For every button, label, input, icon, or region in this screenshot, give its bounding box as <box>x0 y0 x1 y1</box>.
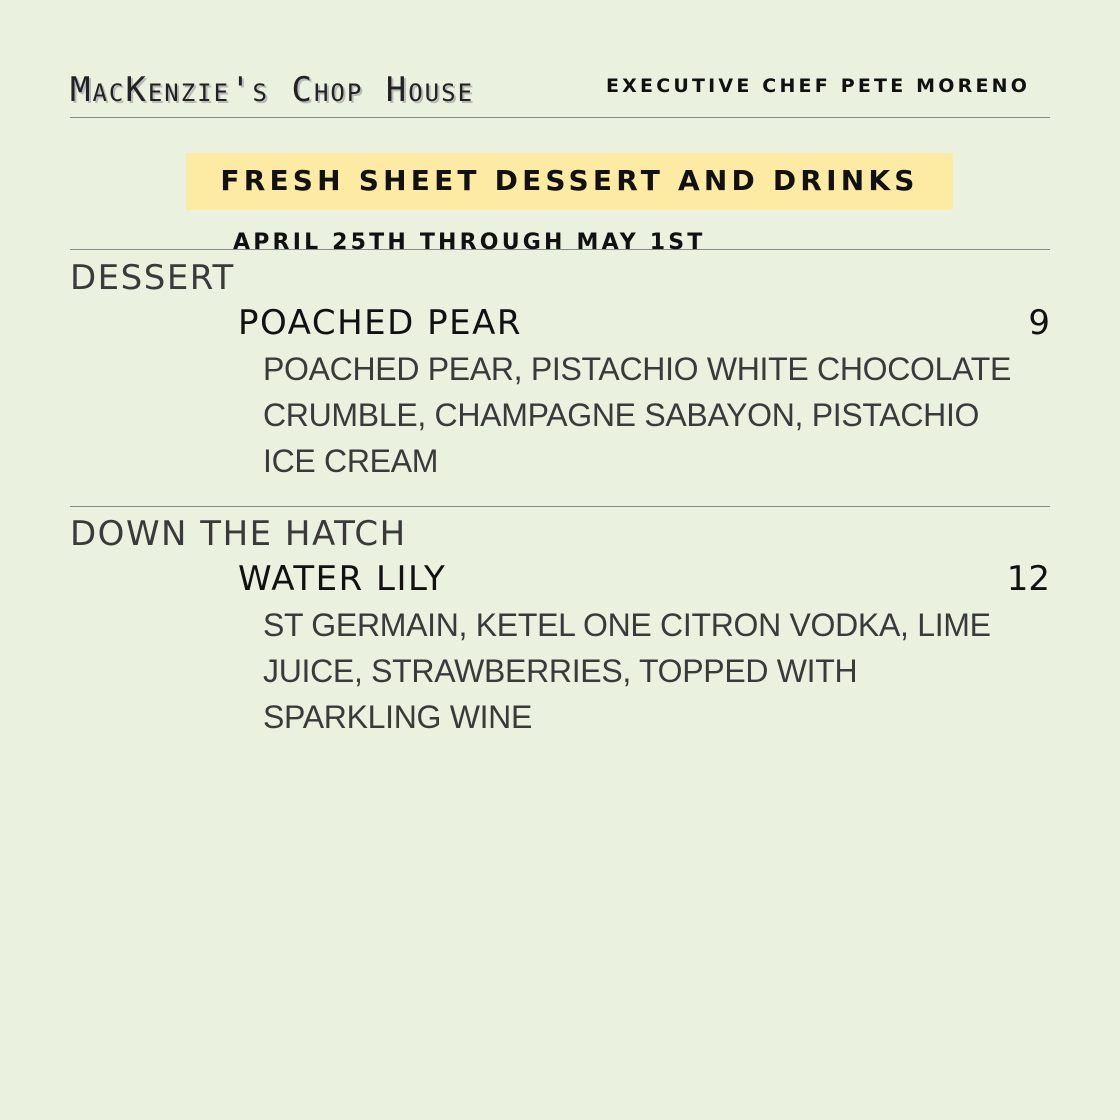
item-price-poached-pear: 9 <box>1028 303 1050 343</box>
description-line: POACHED PEAR, PISTACHIO WHITE CHOCOLATE <box>263 351 1012 387</box>
description-line: CRUMBLE, CHAMPAGNE SABAYON, PISTACHIO <box>263 397 980 433</box>
menu-title: FRESH SHEET DESSERT AND DRINKS <box>220 164 919 197</box>
description-line: SPARKLING WINE <box>263 699 533 735</box>
header-divider <box>70 117 1050 118</box>
section-heading-dessert: DESSERT <box>70 258 235 298</box>
section-heading-down-the-hatch: DOWN THE HATCH <box>70 514 407 554</box>
item-name-water-lily: WATER LILY <box>238 559 447 599</box>
item-description-water-lily <box>263 602 991 740</box>
description-line: JUICE, STRAWBERRIES, TOPPED WITH <box>263 653 858 689</box>
item-description-poached-pear <box>263 346 1011 484</box>
section-divider <box>70 506 1050 507</box>
restaurant-name: MacKenzie's Chop House <box>70 70 475 110</box>
item-name-poached-pear: POACHED PEAR <box>238 303 522 343</box>
item-price-water-lily: 12 <box>1006 559 1050 599</box>
description-line: ST GERMAIN, KETEL ONE CITRON VODKA, LIME <box>263 607 991 643</box>
date-range: APRIL 25TH THROUGH MAY 1ST <box>233 230 706 255</box>
description-line: ICE CREAM <box>263 443 439 479</box>
executive-chef: EXECUTIVE CHEF PETE MORENO <box>606 75 1031 97</box>
